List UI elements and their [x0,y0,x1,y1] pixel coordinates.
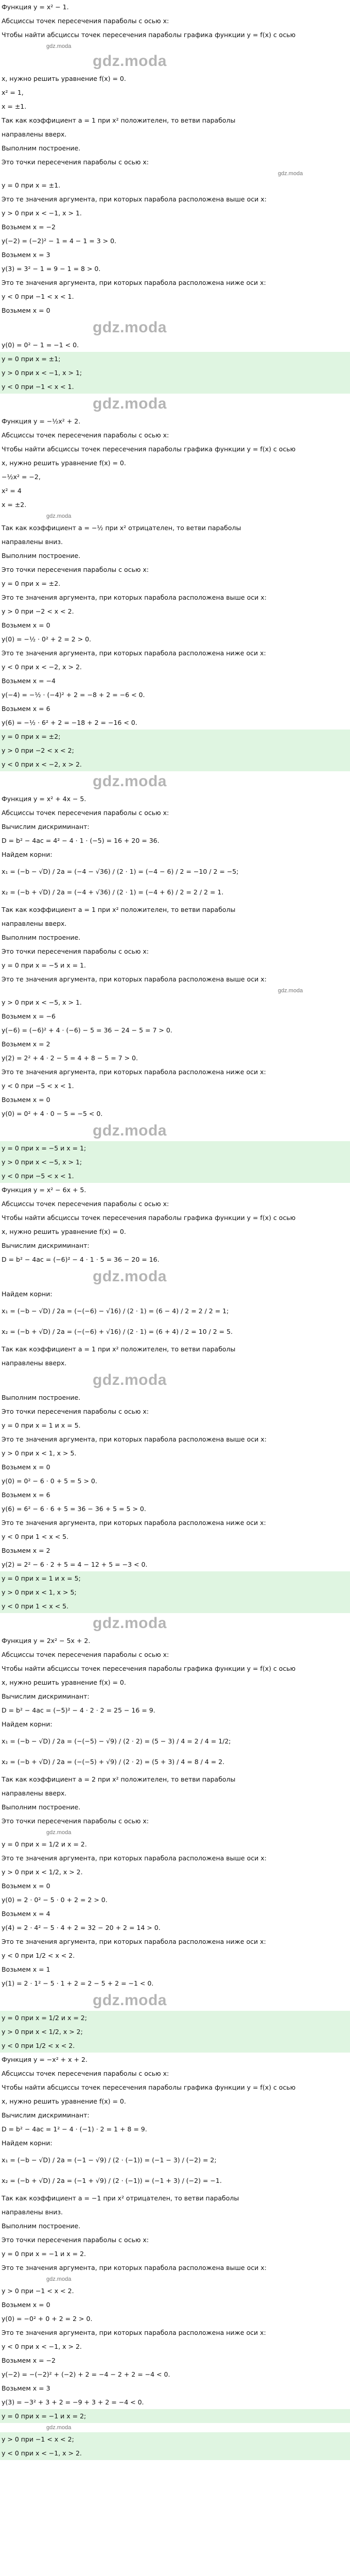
watermark: gdz.moda [93,1615,167,1632]
solution-line: Найдем корни: [2,1290,52,1298]
watermark: gdz.moda [93,773,167,790]
solution-line: Возьмем x = 0 [2,307,50,314]
solution-line: Это те значения аргумента, при которых парабола расположена ниже оси x: [2,1519,266,1527]
solution-line: y < 0 при x < −1, x > 2. [2,2343,82,2350]
solution-line: Возьмем x = 1 [2,1965,50,1973]
solution-line: Вычислим дискриминант: [2,2111,90,2119]
solution-line: x, нужно решить уравнение f(x) = 0. [2,459,126,467]
watermark: gdz.moda [93,1268,167,1285]
solution-line: x = ±2. [2,501,27,509]
solution-line: y(−6) = (−6)² + 4 · (−6) − 5 = 36 − 24 − 5 = 7 > 0. [2,1026,172,1034]
solution-line: Возьмем x = 0 [2,1096,50,1104]
answer-line: y > 0 при x < 1, x > 5; [0,1585,350,1599]
watermark-small: gdz.moda [46,2425,72,2431]
solution-line: Так как коэффициент a = 1 при x² положителен, то ветви параболы [2,906,236,913]
watermark: gdz.moda [93,1371,167,1388]
solution-line: Возьмем x = −2 [2,223,56,231]
solution-line: x, нужно решить уравнение f(x) = 0. [2,75,126,82]
solution-line: Вычислим дискриминант: [2,1242,90,1249]
solution-line: Выполним построение. [2,2222,81,2230]
solution-line: Функция y = −½x² + 2. [2,417,81,425]
solution-line: y(0) = 0² − 1 = −1 < 0. [2,341,79,349]
watermark-small: gdz.moda [46,43,72,49]
solution-line: Возьмем x = 0 [2,2301,50,2309]
solution-line: Функция y = x² + 4x − 5. [2,795,86,803]
solution-line: y < 0 при −1 < x < 1. [2,293,74,300]
watermark-small: gdz.moda [278,171,303,177]
solution-line: x₂ = (−b + √D) / 2a = (−(−6) + √16) / (2 · 1) = (6 + 4) / 2 = 10 / 2 = 5. [2,1328,233,1335]
solution-line: Возьмем x = 4 [2,1910,50,1918]
solution-line: Это точки пересечения параболы с осью x: [2,2236,149,2244]
solution-line: D = b² − 4ac = (−5)² − 4 · 2 · 2 = 25 − 16 = 9. [2,1706,155,1714]
answer-line: y < 0 при x < −2, x > 2. [0,757,350,771]
solution-line: x₁ = (−b − √D) / 2a = (−4 − √36) / (2 · 1) = (−4 − 6) / 2 = −10 / 2 = −5; [2,868,239,875]
solution-line: x, нужно решить уравнение f(x) = 0. [2,2097,126,2105]
answer-line: y < 0 при −5 < x < 1. [0,1169,350,1183]
watermark: gdz.moda [93,1992,167,2009]
solution-line: x, нужно решить уравнение f(x) = 0. [2,1679,126,1686]
solution-line: Абсциссы точек пересечения параболы с осью x: [2,1200,169,1208]
solution-line: Это те значения аргумента, при которых парабола расположена выше оси x: [2,1435,267,1443]
solution-line: Так как коэффициент a = −1 при x² отрицателен, то ветви параболы [2,2194,239,2202]
solution-line: y(1) = 2 · 1² − 5 · 1 + 2 = 2 − 5 + 2 = −1 < 0. [2,1979,154,1987]
watermark-small: gdz.moda [46,1829,72,1836]
solution-line: Так как коэффициент a = 2 при x² положителен, то ветви параболы [2,1775,236,1783]
solution-line: x₂ = (−b + √D) / 2a = (−1 + √9) / (2 · (−1)) = (−1 + 3) / (−2) = −1. [2,2177,222,2184]
solution-line: Возьмем x = 6 [2,705,50,713]
solution-line: y > 0 при −1 < x < 2. [2,2287,74,2295]
solution-line: Это те значения аргумента, при которых парабола расположена выше оси x: [2,975,267,983]
solution-line: Абсциссы точек пересечения параболы с осью x: [2,1651,169,1658]
solution-line: Это точки пересечения параболы с осью x: [2,1817,149,1825]
solution-line: Абсциссы точек пересечения параболы с осью x: [2,17,169,25]
solution-line: Найдем корни: [2,851,52,858]
solution-line: Выполним построение. [2,552,81,560]
answer-line: y < 0 при −1 < x < 1. [0,380,350,394]
solution-line: y(0) = 0² + 4 · 0 − 5 = −5 < 0. [2,1110,103,1117]
solution-line: Возьмем x = 3 [2,2384,50,2392]
solution-line: Возьмем x = 0 [2,621,50,629]
solution-line: y(3) = 3² − 1 = 9 − 1 = 8 > 0. [2,265,101,273]
solution-line: x₂ = (−b + √D) / 2a = (−(−5) + √9) / (2 · 2) = (5 + 3) / 4 = 8 / 4 = 2. [2,1758,225,1766]
solution-line: D = b² − 4ac = 4² − 4 · 1 · (−5) = 16 + 20 = 36. [2,837,160,844]
solution-line: y(3) = −3² + 3 + 2 = −9 + 3 + 2 = −4 < 0. [2,2398,144,2406]
watermark: gdz.moda [93,1122,167,1139]
solution-line: Функция y = 2x² − 5x + 2. [2,1637,91,1645]
solution-line: Это те значения аргумента, при которых парабола расположена выше оси x: [2,195,267,203]
watermark-small: gdz.moda [46,513,72,519]
solution-line: x₁ = (−b − √D) / 2a = (−1 − √9) / (2 · (−1)) = (−1 − 3) / (−2) = 2; [2,2156,217,2164]
answer-line: y = 0 при x = ±1; [0,352,350,366]
solution-line: y = 0 при x = 1 и x = 5. [2,1421,81,1429]
watermark-small: gdz.moda [278,988,303,994]
answer-line: y > 0 при x < −5, x > 1; [0,1155,350,1169]
solution-line: y > 0 при x < −1, x > 1. [2,209,82,217]
solution-line: y > 0 при x < 1/2, x > 2. [2,1868,83,1876]
solution-line: Это те значения аргумента, при которых парабола расположена ниже оси x: [2,1938,266,1945]
solution-line: Функция y = x² − 1. [2,3,69,11]
solution-line: y(6) = 6² − 6 · 6 + 5 = 36 − 36 + 5 = 5 > 0. [2,1505,146,1513]
solution-line: y(0) = −0² + 0 + 2 = 2 > 0. [2,2315,93,2323]
solution-line: Так как коэффициент a = −½ при x² отрицателен, то ветви параболы [2,524,241,532]
watermark: gdz.moda [93,319,167,336]
solution-line: y > 0 при x < −5, x > 1. [2,998,82,1006]
solution-line: Это точки пересечения параболы с осью x: [2,158,149,166]
solution-line: Абсциссы точек пересечения параболы с осью x: [2,431,169,439]
solution-line: Функция y = x² − 6x + 5. [2,1186,86,1194]
solution-line: x₁ = (−b − √D) / 2a = (−(−6) − √16) / (2 · 1) = (6 − 4) / 2 = 2 / 2 = 1; [2,1307,229,1315]
solution-line: Возьмем x = 0 [2,1882,50,1890]
solution-line: y(6) = −½ · 6² + 2 = −18 + 2 = −16 < 0. [2,719,137,726]
answer-line: y > 0 при −1 < x < 2; [0,2432,350,2446]
answer-line: y = 0 при x = 1/2 и x = 2; [0,2011,350,2025]
solution-line: x = ±1. [2,103,27,110]
solution-line: D = b² − 4ac = (−6)² − 4 · 1 · 5 = 36 − 20 = 16. [2,1256,160,1263]
solution-line: направлены вверх. [2,920,67,927]
solution-line: y = 0 при x = −1 и x = 2. [2,2250,86,2258]
solution-line: x, нужно решить уравнение f(x) = 0. [2,1228,126,1235]
solution-line: x₁ = (−b − √D) / 2a = (−(−5) − √9) / (2 · 2) = (5 − 3) / 4 = 2 / 4 = 1/2; [2,1737,231,1745]
solution-line: Функция y = −x² + x + 2. [2,2056,87,2063]
solution-line: Возьмем x = −2 [2,2357,56,2364]
answer-line: y < 0 при 1 < x < 5. [0,1599,350,1613]
answer-line: y > 0 при x < −1, x > 1; [0,366,350,380]
solution-line: направлены вверх. [2,1789,67,1797]
solution-line: направлены вниз. [2,2208,63,2216]
solution-line: y(−4) = −½ · (−4)² + 2 = −8 + 2 = −6 < 0. [2,691,145,699]
solution-line: y = 0 при x = ±1. [2,181,61,189]
solution-line: Это точки пересечения параболы с осью x: [2,1408,149,1415]
solution-line: Найдем корни: [2,2139,52,2147]
watermark: gdz.moda [93,395,167,412]
solution-line: Выполним построение. [2,144,81,152]
solution-line: y(0) = 0² − 6 · 0 + 5 = 5 > 0. [2,1477,97,1485]
solution-line: y > 0 при x < 1, x > 5. [2,1449,77,1457]
solution-line: y(−2) = (−2)² − 1 = 4 − 1 = 3 > 0. [2,237,117,245]
solution-line: Это те значения аргумента, при которых парабола расположена ниже оси x: [2,1068,266,1076]
solution-line: y < 0 при 1 < x < 5. [2,1533,69,1540]
solution-line: Это те значения аргумента, при которых парабола расположена ниже оси x: [2,649,266,657]
solution-line: Чтобы найти абсциссы точек пересечения параболы графика функции y = f(x) с осью [2,445,296,453]
watermark-small: gdz.moda [46,2276,72,2282]
solution-line: Вычислим дискриминант: [2,823,90,831]
solution-line: Абсциссы точек пересечения параболы с осью x: [2,2070,169,2077]
solution-line: направлены вверх. [2,1359,67,1367]
solution-line: Чтобы найти абсциссы точек пересечения параболы графика функции y = f(x) с осью [2,2083,296,2091]
solution-line: x² = 4 [2,487,22,495]
answer-line: y = 0 при x = 1 и x = 5; [0,1571,350,1585]
solution-line: y = 0 при x = 1/2 и x = 2. [2,1840,87,1848]
solution-line: Это те значения аргумента, при которых парабола расположена выше оси x: [2,1854,267,1862]
answer-line: y < 0 при x < −1, x > 2. [0,2446,350,2460]
solution-line: Вычислим дискриминант: [2,1692,90,1700]
answer-line: y = 0 при x = −5 и x = 1; [0,1141,350,1155]
solution-line: Это те значения аргумента, при которых парабола расположена ниже оси x: [2,2329,266,2336]
solution-line: Это те значения аргумента, при которых парабола расположена выше оси x: [2,2264,267,2272]
solution-line: y(0) = 2 · 0² − 5 · 0 + 2 = 2 > 0. [2,1896,108,1904]
solution-line: Выполним построение. [2,1394,81,1401]
solution-line: y = 0 при x = ±2. [2,580,61,587]
solution-line: D = b² − 4ac = 1² − 4 · (−1) · 2 = 1 + 8 = 9. [2,2125,147,2133]
solution-line: Найдем корни: [2,1720,52,1728]
solution-line: Чтобы найти абсциссы точек пересечения параболы графика функции y = f(x) с осью [2,1665,296,1672]
solution-line: y < 0 при 1/2 < x < 2. [2,1952,75,1959]
solution-line: y(−2) = −(−2)² + (−2) + 2 = −4 − 2 + 2 = −4 < 0. [2,2370,170,2378]
solution-line: y > 0 при −2 < x < 2. [2,607,74,615]
solution-line: направлены вниз. [2,538,63,546]
solution-line: Возьмем x = −6 [2,1012,56,1020]
solution-line: Это точки пересечения параболы с осью x: [2,947,149,955]
solution-line: Так как коэффициент a = 1 при x² положителен, то ветви параболы [2,1345,236,1353]
solution-line: Это те значения аргумента, при которых парабола расположена выше оси x: [2,594,267,601]
solution-line: x₂ = (−b + √D) / 2a = (−4 + √36) / (2 · 1) = (−4 + 6) / 2 = 2 / 2 = 1. [2,888,224,896]
solution-line: y(0) = −½ · 0² + 2 = 2 > 0. [2,635,92,643]
solution-line: y < 0 при x < −2, x > 2. [2,663,82,671]
solution-line: Чтобы найти абсциссы точек пересечения параболы графика функции y = f(x) с осью [2,1214,296,1222]
solution-line: −½x² = −2, [2,473,41,481]
solution-line: y = 0 при x = −5 и x = 1. [2,961,86,969]
solution-line: Возьмем x = 2 [2,1547,50,1554]
solution-line: x² = 1, [2,89,24,96]
solution-line: Выполним построение. [2,934,81,941]
solution-line: Это те значения аргумента, при которых парабола расположена ниже оси x: [2,279,266,286]
solution-line: Выполним построение. [2,1803,81,1811]
solution-line: y(4) = 2 · 4² − 5 · 4 + 2 = 32 − 20 + 2 = 14 > 0. [2,1924,161,1931]
solution-line: Возьмем x = 2 [2,1040,50,1048]
answer-line: y > 0 при x < 1/2, x > 2; [0,2025,350,2039]
solution-line: y(2) = 2² + 4 · 2 − 5 = 4 + 8 − 5 = 7 > 0. [2,1054,138,1062]
watermark: gdz.moda [93,53,167,70]
solution-line: Чтобы найти абсциссы точек пересечения параболы графика функции y = f(x) с осью [2,31,296,39]
answer-line: y > 0 при −2 < x < 2; [0,743,350,757]
answer-line: y = 0 при x = ±2; [0,730,350,743]
solution-line: Возьмем x = −4 [2,677,56,685]
answer-line: y = 0 при x = −1 и x = 2; [0,2409,350,2423]
solution-line: Возьмем x = 6 [2,1491,50,1499]
solution-line: направлены вверх. [2,130,67,138]
solution-line: Возьмем x = 0 [2,1463,50,1471]
answer-line: y < 0 при 1/2 < x < 2. [0,2039,350,2053]
solution-line: Абсциссы точек пересечения параболы с осью x: [2,809,169,817]
solution-line: y(2) = 2² − 6 · 2 + 5 = 4 − 12 + 5 = −3 < 0. [2,1561,148,1568]
solution-line: Так как коэффициент a = 1 при x² положителен, то ветви параболы [2,116,236,124]
solution-line: y < 0 при −5 < x < 1. [2,1082,74,1090]
solution-line: Возьмем x = 3 [2,251,50,259]
solution-line: Это точки пересечения параболы с осью x: [2,566,149,573]
